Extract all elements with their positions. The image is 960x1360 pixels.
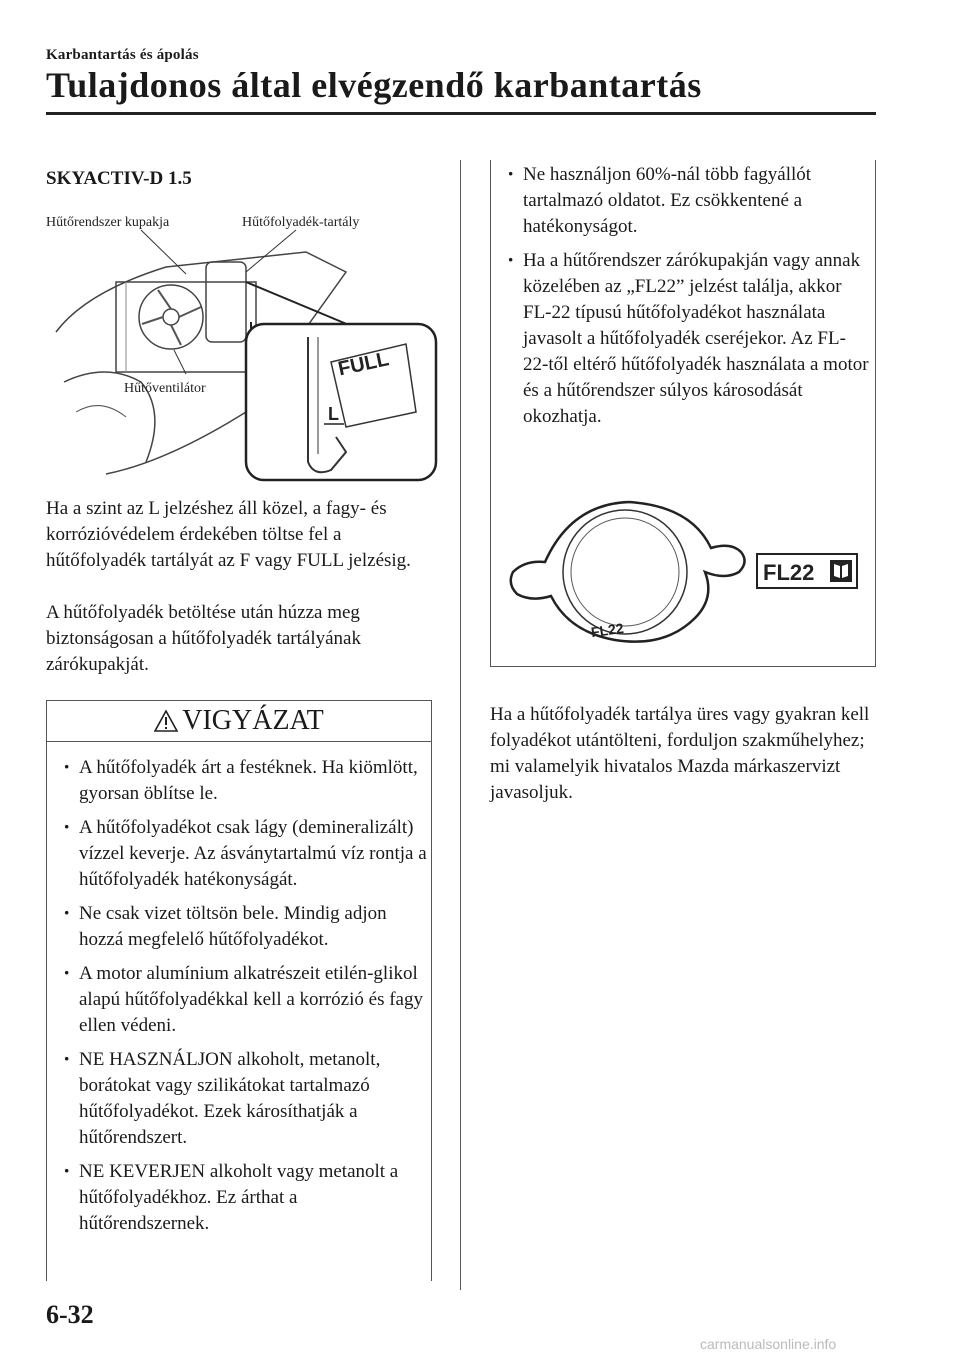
caution-list-continued [505, 162, 871, 438]
list-item: · Ne csak vizet töltsön bele. Mindig adjon hozzá megfelelő hűtőfolyadékot. [61, 901, 427, 953]
list-item: · NE HASZNÁLJON alkoholt, metanolt, borátokat vagy szilikátokat tartalmazó hűtőfolyadékot. Ezek károsíthatják a hűtőrendszert. [61, 1047, 427, 1151]
section-label: Karbantartás és ápolás [46, 47, 199, 63]
fl22-label: FL22 [763, 560, 815, 585]
subheading: SKYACTIV-D 1.5 [46, 168, 192, 189]
list-item: · A hűtőfolyadékot csak lágy (demineralizált) vízzel keverje. Az ásványtartalmú víz rontja a hűtőfolyadék hatékonyságát. [61, 815, 427, 893]
list-item: · A hűtőfolyadék árt a festéknek. Ha kiömlött, gyorsan öblítse le. [61, 755, 427, 807]
label-cooling-cap: Hűtőrendszer kupakja [46, 215, 170, 230]
low-mark: L [328, 404, 339, 424]
paragraph-reservoir-empty: Ha a hűtőfolyadék tartálya üres vagy gyakran kell folyadékot utántölteni, forduljon szakműhelyhez; mi valamelyik hivatalos Mazda márkaszervizt javasoljuk. [490, 704, 870, 803]
caution-heading [47, 701, 431, 742]
warning-icon [154, 710, 178, 732]
radiator-cap-illustration [505, 500, 865, 650]
caution-list [61, 755, 427, 1245]
page-number: 6-32 [46, 1300, 94, 1329]
coolant-reservoir-illustration [46, 212, 446, 484]
label-cooling-fan: Hűtőventilátor [124, 381, 206, 396]
full-mark: FULL [336, 348, 391, 381]
list-item: · Ha a hűtőrendszer zárókupakján vagy annak közelében az „FL22” jelzést találja, akkor FL-22 típusú hűtőfolyadékot használata javasolt a hűtőfolyadék cseréjekor. Az FL-22-től eltérő hűtőfolyadék használata a motor és a hűtőrendszer súlyos károsodását okozhatja. [505, 248, 871, 430]
watermark: carmanualsonline.info [700, 1336, 837, 1352]
caution-heading-text: VIGYÁZAT [182, 705, 324, 736]
caution-box [46, 700, 432, 1281]
list-item: · Ne használjon 60%-nál több fagyállót tartalmazó oldatot. Ez csökkentené a hatékonyságot. [505, 162, 871, 240]
cap-ring-text: FL22 [589, 619, 625, 641]
caution-continued-box [490, 160, 876, 667]
page-title: Tulajdonos által elvégzendő karbantartás [46, 65, 702, 105]
column-divider [460, 160, 461, 1290]
manual-book-icon [830, 560, 852, 582]
label-coolant-reservoir: Hűtőfolyadék-tartály [242, 215, 360, 230]
paragraph-fill-level: Ha a szint az L jelzéshez áll közel, a fagy- és korrózióvédelem érdekében töltse fel a hűtőfolyadék tartályát az F vagy FULL jelzésig. [46, 498, 411, 571]
list-item: · A motor alumínium alkatrészeit etilén-glikol alapú hűtőfolyadékkal kell a korrózió és fagy ellen védeni. [61, 961, 427, 1039]
title-rule [46, 112, 876, 115]
paragraph-tighten-cap: A hűtőfolyadék betöltése után húzza meg biztonságosan a hűtőfolyadék tartályának zárókupakját. [46, 602, 361, 675]
list-item: · NE KEVERJEN alkoholt vagy metanolt a hűtőfolyadékhoz. Ez árthat a hűtőrendszernek. [61, 1159, 427, 1237]
